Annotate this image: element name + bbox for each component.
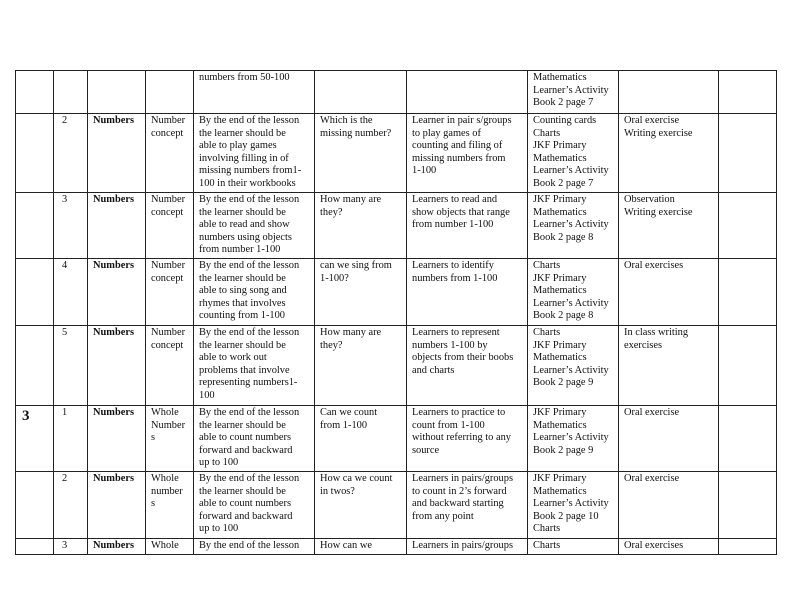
lesson-cell: 2 [54, 114, 88, 193]
lesson-cell: 1 [54, 406, 88, 472]
learning-experiences-cell: Learners to practice to count from 1-100 without referring to any source [407, 406, 528, 472]
learning-experiences-cell: Learners to represent numbers 1-100 by objects from their boobs and charts [407, 326, 528, 406]
lesson-cell: 2 [54, 472, 88, 539]
week-cell [16, 539, 54, 555]
learning-experiences-cell: Learner in pair s/groups to play games of counting and filing of missing numbers from 1-100 [407, 114, 528, 193]
table-row [16, 71, 777, 114]
strand-cell [88, 71, 146, 114]
key-inquiry-cell: Can we count from 1-100 [315, 406, 407, 472]
learning-outcome-cell: By the end of the lesson the learner should be able to sing song and rhymes that involves counting from 1-100 [194, 259, 315, 326]
week-cell [16, 259, 54, 326]
sub-strand-cell: Whole Number s [146, 406, 194, 472]
remarks-cell [719, 259, 777, 326]
week-cell [16, 193, 54, 259]
learning-outcome-cell: By the end of the lesson [194, 539, 315, 555]
key-inquiry-cell: can we sing from 1-100? [315, 259, 407, 326]
sub-strand-cell: Whole [146, 539, 194, 555]
scheme-of-work-table [15, 70, 777, 555]
lesson-cell: 3 [54, 539, 88, 555]
resources-cell: JKF Primary Mathematics Learner’s Activity Book 2 page 10 Charts [528, 472, 619, 539]
learning-outcome-cell: By the end of the lesson the learner should be able to count numbers forward and backward up to 100 [194, 406, 315, 472]
lesson-cell [54, 71, 88, 114]
remarks-cell [719, 114, 777, 193]
strand-cell: Numbers [88, 259, 146, 326]
learning-experiences-cell: Learners to identify numbers from 1-100 [407, 259, 528, 326]
learning-outcome-cell: numbers from 50-100 [194, 71, 315, 114]
table-row [16, 326, 777, 406]
key-inquiry-cell: How can we [315, 539, 407, 555]
assessment-cell: Oral exercises [619, 259, 719, 326]
table-row [16, 406, 777, 472]
resources-cell: Charts JKF Primary Mathematics Learner’s Activity Book 2 page 8 [528, 259, 619, 326]
assessment-cell: Oral exercise [619, 406, 719, 472]
learning-outcome-cell: By the end of the lesson the learner should be able to read and show numbers using objects from number 1-100 [194, 193, 315, 259]
resources-cell: Mathematics Learner’s Activity Book 2 page 7 [528, 71, 619, 114]
week-cell: 3 [16, 406, 54, 472]
lesson-cell: 4 [54, 259, 88, 326]
learning-outcome-cell: By the end of the lesson the learner should be able to count numbers forward and backward up to 100 [194, 472, 315, 539]
strand-cell: Numbers [88, 406, 146, 472]
remarks-cell [719, 326, 777, 406]
learning-outcome-cell: By the end of the lesson the learner should be able to work out problems that involve representing numbers1- 100 [194, 326, 315, 406]
sub-strand-cell: Number concept [146, 326, 194, 406]
remarks-cell [719, 539, 777, 555]
resources-cell: Counting cards Charts JKF Primary Mathematics Learner’s Activity Book 2 page 7 [528, 114, 619, 193]
table-row [16, 539, 777, 555]
lesson-cell: 5 [54, 326, 88, 406]
assessment-cell: Oral exercises [619, 539, 719, 555]
sub-strand-cell: Number concept [146, 114, 194, 193]
week-cell [16, 326, 54, 406]
strand-cell: Numbers [88, 326, 146, 406]
strand-cell: Numbers [88, 539, 146, 555]
key-inquiry-cell [315, 71, 407, 114]
learning-experiences-cell: Learners in pairs/groups to count in 2’s forward and backward starting from any point [407, 472, 528, 539]
learning-outcome-cell: By the end of the lesson the learner should be able to play games involving filling in of missing numbers from1- 100 in their workbooks [194, 114, 315, 193]
resources-cell: Charts JKF Primary Mathematics Learner’s Activity Book 2 page 9 [528, 326, 619, 406]
table-row [16, 259, 777, 326]
remarks-cell [719, 406, 777, 472]
learning-experiences-cell [407, 71, 528, 114]
key-inquiry-cell: How many are they? [315, 326, 407, 406]
remarks-cell [719, 193, 777, 259]
lesson-cell: 3 [54, 193, 88, 259]
learning-experiences-cell: Learners to read and show objects that range from number 1-100 [407, 193, 528, 259]
resources-cell: JKF Primary Mathematics Learner’s Activity Book 2 page 8 [528, 193, 619, 259]
strand-cell: Numbers [88, 114, 146, 193]
key-inquiry-cell: Which is the missing number? [315, 114, 407, 193]
remarks-cell [719, 71, 777, 114]
sub-strand-cell: Whole number s [146, 472, 194, 539]
assessment-cell: In class writing exercises [619, 326, 719, 406]
sub-strand-cell [146, 71, 194, 114]
resources-cell: Charts [528, 539, 619, 555]
assessment-cell [619, 71, 719, 114]
week-cell [16, 472, 54, 539]
key-inquiry-cell: How ca we count in twos? [315, 472, 407, 539]
week-cell [16, 71, 54, 114]
assessment-cell: Oral exercise Writing exercise [619, 114, 719, 193]
learning-experiences-cell: Learners in pairs/groups [407, 539, 528, 555]
sub-strand-cell: Number concept [146, 193, 194, 259]
resources-cell: JKF Primary Mathematics Learner’s Activity Book 2 page 9 [528, 406, 619, 472]
table-row [16, 193, 777, 259]
remarks-cell [719, 472, 777, 539]
week-cell [16, 114, 54, 193]
strand-cell: Numbers [88, 193, 146, 259]
sub-strand-cell: Number concept [146, 259, 194, 326]
table-row [16, 114, 777, 193]
assessment-cell: Observation Writing exercise [619, 193, 719, 259]
table-row [16, 472, 777, 539]
key-inquiry-cell: How many are they? [315, 193, 407, 259]
assessment-cell: Oral exercise [619, 472, 719, 539]
strand-cell: Numbers [88, 472, 146, 539]
